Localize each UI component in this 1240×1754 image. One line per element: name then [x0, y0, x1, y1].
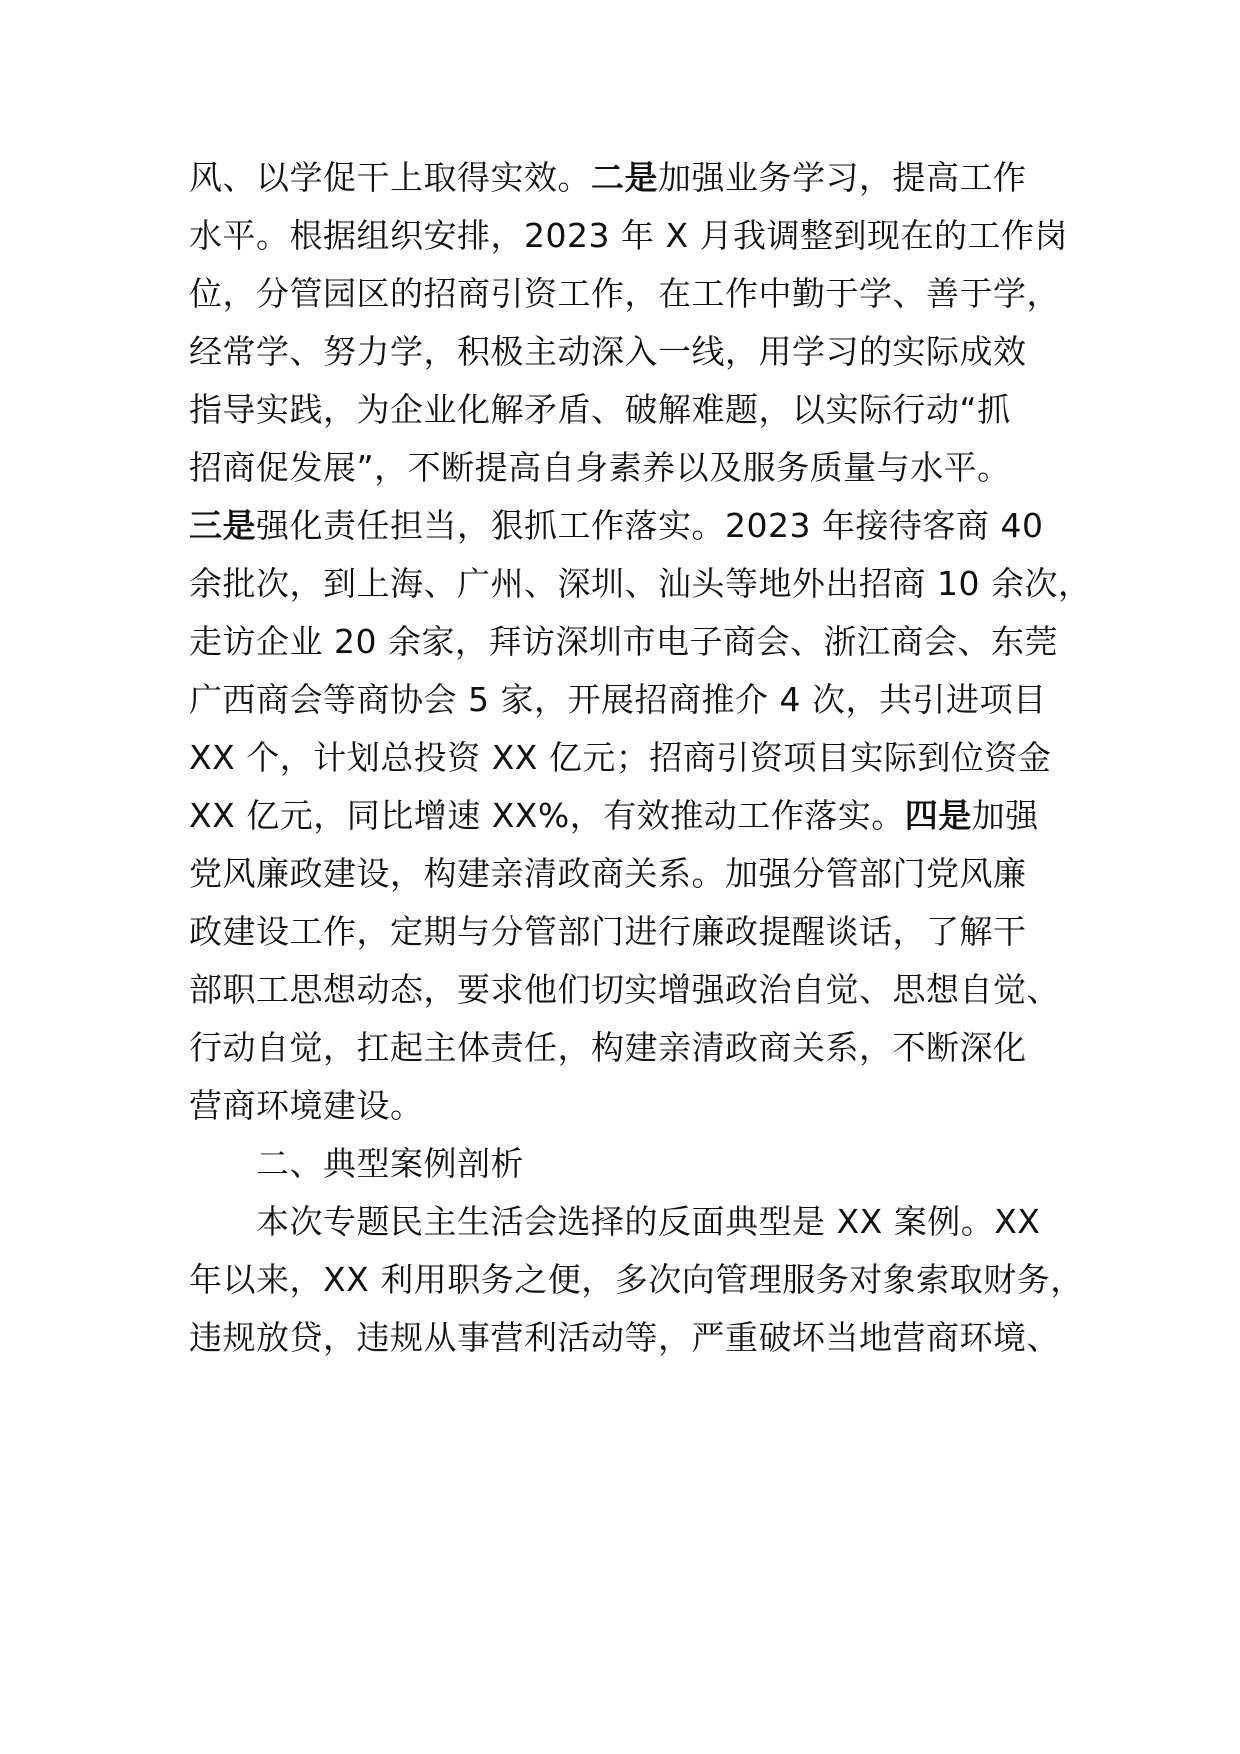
text-line: [189, 680, 1046, 720]
text-segment: 广西商会等商协会 5 家，开展招商推介 4 次，共引进项目: [189, 680, 1047, 719]
text-line: [189, 1318, 1060, 1358]
text-line: [189, 970, 1060, 1010]
text-segment: 二、典型案例剖析: [256, 1144, 524, 1183]
text-line: [189, 332, 1027, 372]
bold-marker: 二是: [591, 158, 658, 197]
text-segment: 风、以学促干上取得实效。: [189, 158, 591, 197]
text-line: [189, 564, 1091, 604]
text-segment: 加强业务学习，提高工作: [658, 158, 1027, 197]
text-segment: 水平。根据组织安排，2023 年 X 月我调整到现在的工作岗: [189, 216, 1069, 255]
text-segment: 余批次，到上海、广州、深圳、汕头等地外出招商 10 余次，: [189, 564, 1092, 603]
text-segment: XX 个，计划总投资 XX 亿元；招商引资项目实际到位资金: [189, 738, 1052, 777]
text-segment: 本次专题民主生活会选择的反面典型是 XX 案例。XX: [256, 1202, 1041, 1241]
text-segment: 年以来，XX 利用职务之便，多次向管理服务对象索取财务，: [189, 1260, 1084, 1299]
text-segment: 营商环境建设。: [189, 1086, 424, 1125]
text-line: [189, 390, 1011, 430]
text-line: [189, 158, 1027, 198]
text-segment: 政建设工作，定期与分管部门进行廉政提醒谈话，了解干: [189, 912, 1027, 951]
bold-marker: 三是: [189, 506, 256, 545]
text-line: [189, 796, 1039, 836]
text-segment: 加强: [971, 796, 1039, 835]
text-segment: XX 亿元，同比增速 XX%，有效推动工作落实。: [189, 796, 905, 835]
text-line: [189, 506, 1043, 546]
text-segment: 走访企业 20 余家，拜访深圳市电子商会、浙江商会、东莞: [189, 622, 1058, 661]
text-line: [256, 1202, 1040, 1242]
text-line: [189, 854, 1027, 894]
text-line: [189, 622, 1058, 662]
text-segment: 指导实践，为企业化解矛盾、破解难题，以实际行动“抓: [189, 390, 1011, 429]
text-line: [189, 912, 1027, 952]
text-line: [189, 216, 1068, 256]
text-line: [189, 738, 1051, 778]
text-line: [189, 274, 1060, 314]
section-heading: [256, 1144, 524, 1184]
text-segment: 违规放贷，违规从事营利活动等，严重破坏当地营商环境、: [189, 1318, 1060, 1357]
text-segment: 党风廉政建设，构建亲清政商关系。加强分管部门党风廉: [189, 854, 1027, 893]
bold-marker: 四是: [904, 796, 972, 835]
text-segment: 部职工思想动态，要求他们切实增强政治自觉、思想自觉、: [189, 970, 1060, 1009]
text-segment: 位，分管园区的招商引资工作，在工作中勤于学、善于学，: [189, 274, 1060, 313]
text-segment: 经常学、努力学，积极主动深入一线，用学习的实际成效: [189, 332, 1027, 371]
text-line: [189, 448, 1011, 488]
text-line: [189, 1260, 1084, 1300]
text-segment: 行动自觉，扛起主体责任，构建亲清政商关系，不断深化: [189, 1028, 1027, 1067]
text-segment: 强化责任担当，狠抓工作落实。2023 年接待客商 40: [256, 506, 1044, 545]
text-line: [189, 1086, 424, 1126]
text-segment: 招商促发展”，不断提高自身素养以及服务质量与水平。: [189, 448, 1011, 487]
text-line: [189, 1028, 1027, 1068]
